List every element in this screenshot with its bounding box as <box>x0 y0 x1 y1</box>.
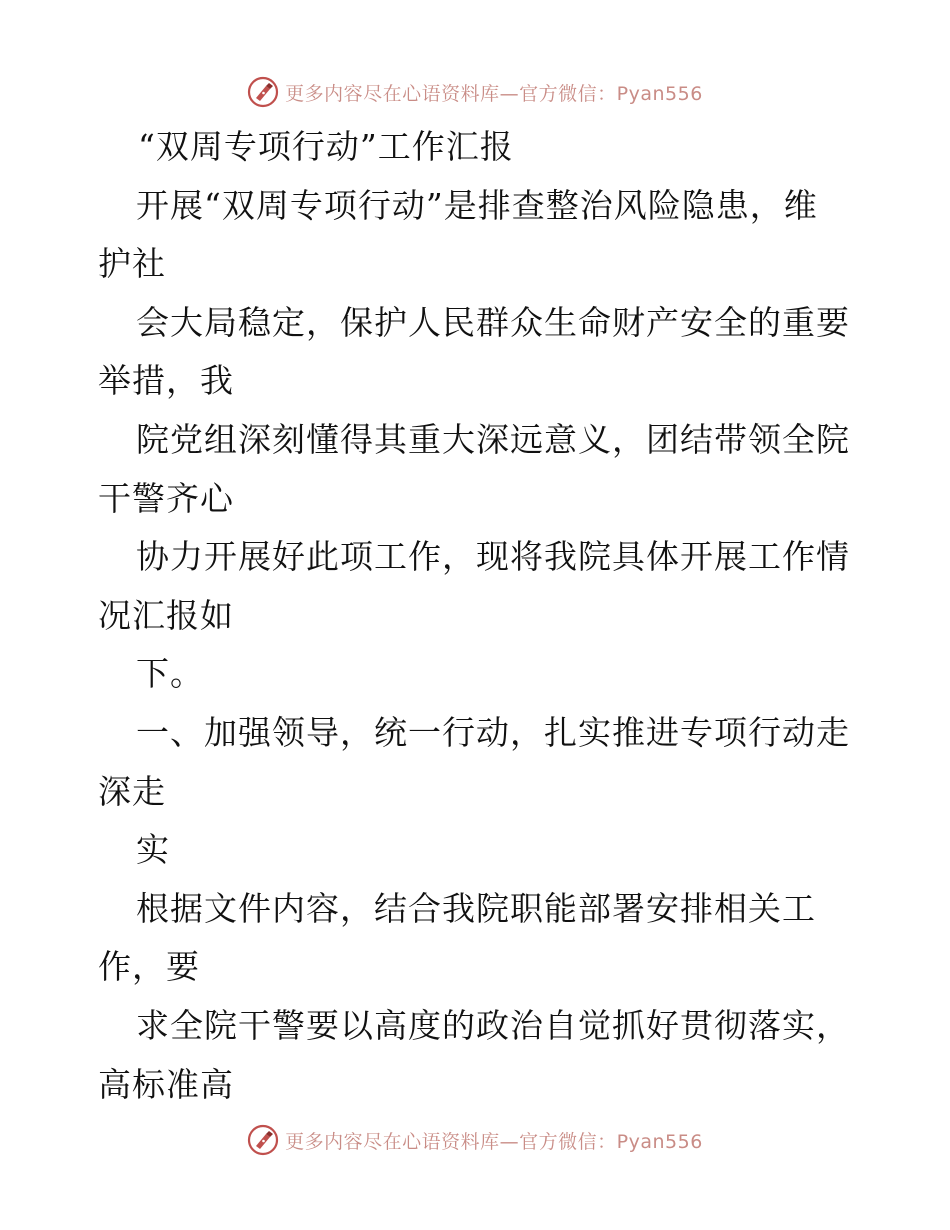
paragraph-line: 况汇报如 <box>98 595 234 635</box>
section-heading-line: 深走 <box>98 771 166 811</box>
paragraph-line: 根据文件内容，结合我院职能部署安排相关工 <box>136 888 816 928</box>
section-heading-line: 一、加强领导，统一行动，扎实推进专项行动走 <box>136 712 850 752</box>
paragraph-line: 会大局稳定，保护人民群众生命财产安全的重要 <box>136 302 850 342</box>
document-body <box>98 118 858 1114</box>
section-heading-line: 实 <box>136 830 170 870</box>
watermark-text: 更多内容尽在心语资料库—官方微信：Pyan556 <box>285 1130 703 1153</box>
watermark-text: 更多内容尽在心语资料库—官方微信：Pyan556 <box>285 82 703 105</box>
paragraph-line: 护社 <box>98 244 166 284</box>
paragraph-line: 干警齐心 <box>98 478 234 518</box>
paragraph-line: 高标准高 <box>98 1064 234 1104</box>
header-watermark <box>0 72 950 112</box>
paragraph-line: 下。 <box>136 654 204 694</box>
paragraph-line: 协力开展好此项工作，现将我院具体开展工作情 <box>136 537 850 577</box>
fountain-pen-logo-icon <box>247 76 279 108</box>
paragraph-line: 院党组深刻懂得其重大深远意义，团结带领全院 <box>136 419 850 459</box>
paragraph-line: 举措，我 <box>98 361 234 401</box>
footer-watermark <box>0 1120 950 1160</box>
document-title: “双周专项行动”工作汇报 <box>138 127 514 166</box>
paragraph-line: 作，要 <box>98 947 200 987</box>
paragraph-line: 求全院干警要以高度的政治自觉抓好贯彻落实， <box>136 1005 850 1045</box>
paragraph-line: 开展“双周专项行动”是排查整治风险隐患，维 <box>136 185 818 225</box>
fountain-pen-logo-icon <box>247 1124 279 1156</box>
